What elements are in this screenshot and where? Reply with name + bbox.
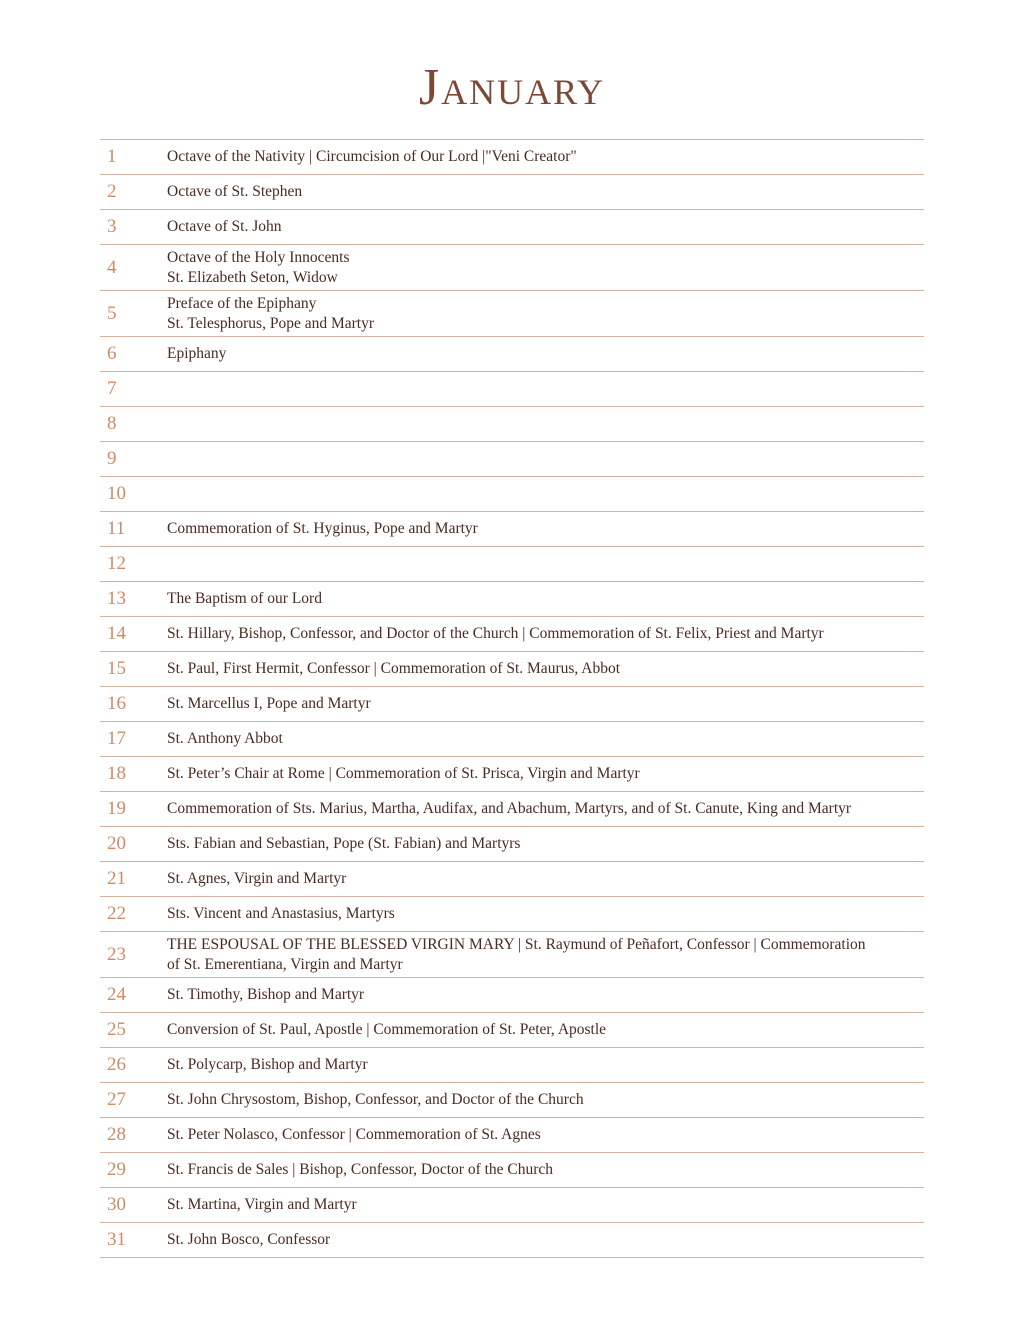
feast-text: St. Peter Nolasco, Confessor | Commemoration of St. Agnes xyxy=(167,1126,541,1143)
day-number: 1 xyxy=(107,146,117,167)
table-row xyxy=(100,140,924,175)
day-number: 26 xyxy=(107,1054,126,1075)
feast-text: Octave of the Holy Innocents St. Elizabeth Seton, Widow xyxy=(167,248,350,286)
feast-text: St. Timothy, Bishop and Martyr xyxy=(167,986,365,1003)
table-row xyxy=(100,210,924,245)
table-row xyxy=(100,862,924,897)
table-row xyxy=(100,477,924,512)
table-row xyxy=(100,407,924,442)
table-row xyxy=(100,245,924,291)
day-number: 10 xyxy=(107,483,126,504)
table-row xyxy=(100,1048,924,1083)
day-number: 7 xyxy=(107,378,117,399)
feast-text: Epiphany xyxy=(167,345,227,362)
day-number: 20 xyxy=(107,833,126,854)
day-number: 27 xyxy=(107,1089,126,1110)
feast-text: St. Anthony Abbot xyxy=(167,730,283,747)
feast-text: St. Hillary, Bishop, Confessor, and Doctor of the Church | Commemoration of St. Felix, Priest and Martyr xyxy=(167,625,824,642)
table-row xyxy=(100,722,924,757)
feast-text: THE ESPOUSAL OF THE BLESSED VIRGIN MARY | St. Raymund of Peñafort, Confessor | Commemoration of St. Emerentiana, Virgin and Martyr xyxy=(167,935,866,973)
day-number: 12 xyxy=(107,553,126,574)
feast-text: St. John Chrysostom, Bishop, Confessor, and Doctor of the Church xyxy=(167,1091,584,1108)
table-row xyxy=(100,932,924,978)
day-number: 31 xyxy=(107,1229,126,1250)
table-row xyxy=(100,978,924,1013)
day-number: 5 xyxy=(107,302,117,324)
feast-text: Sts. Vincent and Anastasius, Martyrs xyxy=(167,905,395,922)
table-row xyxy=(100,372,924,407)
table-row xyxy=(100,512,924,547)
day-number: 14 xyxy=(107,623,126,644)
day-number: 3 xyxy=(107,216,117,237)
day-number: 2 xyxy=(107,181,117,202)
day-number: 22 xyxy=(107,903,126,924)
day-number: 17 xyxy=(107,728,126,749)
table-row xyxy=(100,1153,924,1188)
table-row xyxy=(100,1188,924,1223)
day-number: 28 xyxy=(107,1124,126,1145)
feast-text: Sts. Fabian and Sebastian, Pope (St. Fabian) and Martyrs xyxy=(167,835,521,852)
feast-text: Commemoration of Sts. Marius, Martha, Audifax, and Abachum, Martyrs, and of St. Canute, King and Martyr xyxy=(167,800,852,817)
feast-text: St. Agnes, Virgin and Martyr xyxy=(167,870,347,887)
table-row xyxy=(100,1083,924,1118)
day-number: 21 xyxy=(107,868,126,889)
feast-text: Octave of St. Stephen xyxy=(167,183,303,200)
feast-text: Preface of the Epiphany St. Telesphorus, Pope and Martyr xyxy=(167,294,374,332)
feast-text: St. Paul, First Hermit, Confessor | Commemoration of St. Maurus, Abbot xyxy=(167,660,621,677)
day-number: 16 xyxy=(107,693,126,714)
table-row xyxy=(100,617,924,652)
day-number: 6 xyxy=(107,343,117,364)
table-row xyxy=(100,582,924,617)
table-row xyxy=(100,757,924,792)
table-row xyxy=(100,442,924,477)
day-number: 30 xyxy=(107,1194,126,1215)
table-row xyxy=(100,1118,924,1153)
feast-text: St. John Bosco, Confessor xyxy=(167,1231,331,1248)
feast-text: St. Marcellus I, Pope and Martyr xyxy=(167,695,371,712)
table-row xyxy=(100,547,924,582)
table-row xyxy=(100,687,924,722)
day-number: 18 xyxy=(107,763,126,784)
day-number: 19 xyxy=(107,798,126,819)
feast-text: St. Peter’s Chair at Rome | Commemoration of St. Prisca, Virgin and Martyr xyxy=(167,765,640,782)
table-row xyxy=(100,337,924,372)
day-number: 8 xyxy=(107,413,117,434)
table-row xyxy=(100,1013,924,1048)
day-number: 29 xyxy=(107,1159,126,1180)
feast-text: The Baptism of our Lord xyxy=(167,590,322,607)
table-row xyxy=(100,792,924,827)
table-row xyxy=(100,291,924,337)
day-number: 23 xyxy=(107,943,126,965)
day-number: 25 xyxy=(107,1019,126,1040)
feast-text: St. Polycarp, Bishop and Martyr xyxy=(167,1056,368,1073)
page-title: January xyxy=(418,59,606,116)
feast-text: St. Martina, Virgin and Martyr xyxy=(167,1196,357,1213)
table-row xyxy=(100,175,924,210)
feast-text: Commemoration of St. Hyginus, Pope and Martyr xyxy=(167,520,478,537)
feast-text: St. Francis de Sales | Bishop, Confessor, Doctor of the Church xyxy=(167,1161,554,1178)
feast-text: Octave of St. John xyxy=(167,218,282,235)
day-number: 11 xyxy=(107,518,126,539)
day-number: 24 xyxy=(107,984,126,1005)
table-row xyxy=(100,652,924,687)
feast-text: Octave of the Nativity | Circumcision of Our Lord |"Veni Creator" xyxy=(167,148,577,165)
feast-text: Conversion of St. Paul, Apostle | Commemoration of St. Peter, Apostle xyxy=(167,1021,607,1038)
table-row xyxy=(100,1223,924,1258)
day-number: 4 xyxy=(107,256,117,278)
table-row xyxy=(100,897,924,932)
day-number: 13 xyxy=(107,588,126,609)
calendar-table xyxy=(100,139,924,1258)
table-row xyxy=(100,827,924,862)
day-number: 9 xyxy=(107,448,117,469)
day-number: 15 xyxy=(107,658,126,679)
